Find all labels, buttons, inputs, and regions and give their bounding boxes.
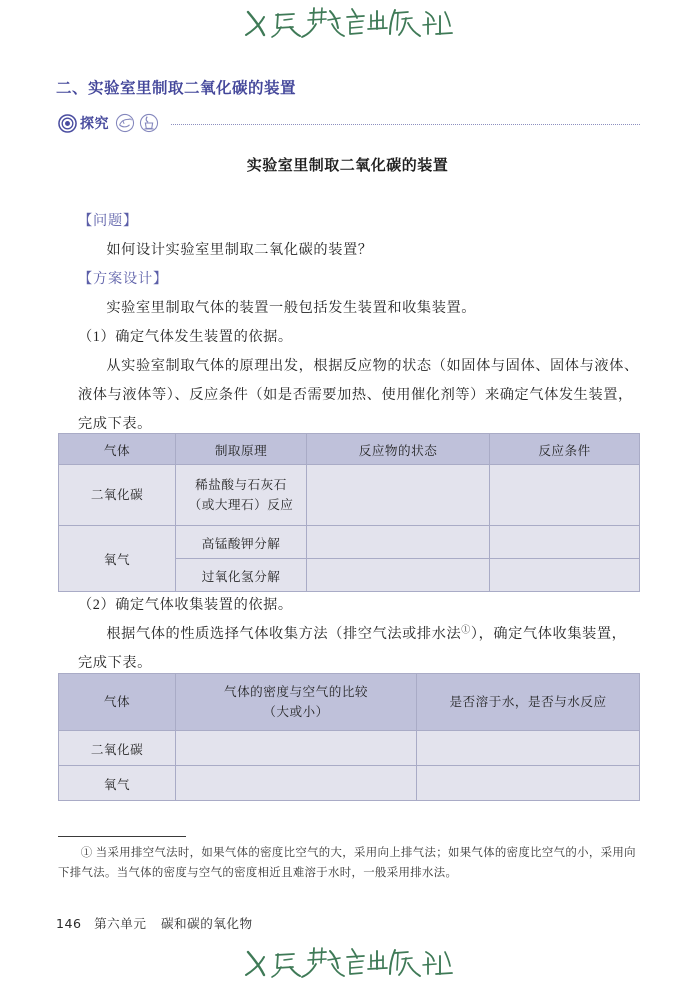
explore-label: 探究 [80,116,109,132]
burner-icon [139,113,159,133]
cell-solubility-o2[interactable] [417,766,640,801]
footnote-reference[interactable]: ① [461,624,471,635]
col-header-state: 反应物的状态 [307,434,490,465]
principle-line-1: 稀盐酸与石灰石 [195,478,287,492]
table-header-row [59,434,640,465]
cell-density-co2[interactable] [176,731,417,766]
cell-principle-co2 [176,465,307,526]
cell-solubility-co2[interactable] [417,731,640,766]
cell-state-kmno4[interactable] [307,526,490,559]
collection-block [78,591,640,678]
cell-state-co2[interactable] [307,465,490,526]
unit-label: 第六单元 [94,916,147,931]
footnote-text: ① 当采用排空气法时，如果气体的密度比空气的大，采用向上排气法；如果气体的密度比空气的小，采用向下排气法。当气体的密度与空气的密度相近且难溶于水时，一般采用排水法。 [58,847,636,879]
principle-line-2: （或大理石）反应 [188,498,294,512]
col-header-solubility: 是否溶于水，是否与水反应 [417,674,640,731]
cell-state-h2o2[interactable] [307,559,490,592]
design-block [78,265,640,439]
footnote-rule [58,836,186,837]
step2-body-part-b: ），确定气体收集装置，完成下表。 [78,626,627,671]
cell-condition-h2o2[interactable] [490,559,640,592]
cell-gas-co2: 二氧化碳 [59,465,176,526]
reaction-principle-table [58,433,640,592]
cell-gas-o2: 氧气 [59,526,176,592]
density-header-line-1: 气体的密度与空气的比较 [223,685,369,699]
design-step2-body [78,620,640,678]
step2-body-part-a: 根据气体的性质选择气体收集方法（排空气法或排水法 [106,626,462,642]
page-footer [56,913,253,932]
flask-icon [115,113,135,133]
cell-condition-kmno4[interactable] [490,526,640,559]
question-tag: 【问题】 [78,213,138,229]
page-number: 146 [56,916,82,931]
cell-gas-co2: 二氧化碳 [59,731,176,766]
table-row [59,526,640,559]
cell-density-o2[interactable] [176,766,417,801]
publisher-calligraphy-icon [240,4,455,42]
design-intro: 实验室里制取气体的装置一般包括发生装置和收集装置。 [106,300,477,316]
publisher-logo-bottom [0,944,695,987]
activity-title: 实验室里制取二氧化碳的装置 [246,156,449,174]
table-row [59,766,640,801]
design-step1-body: 从实验室制取气体的原理出发，根据反应物的状态（如固体与固体、固体与液体、液体与液体等）、反应条件（如是否需要加热、使用催化剂等）来确定气体发生装置，完成下表。 [78,358,639,432]
density-header-line-2: （大或小） [263,705,329,719]
cell-gas-o2: 氧气 [59,766,176,801]
cell-principle-h2o2: 过氧化氢分解 [176,559,307,592]
unit-title: 碳和碳的氧化物 [160,916,253,931]
col-header-density [176,674,417,731]
section-heading: 二、实验室里制取二氧化碳的装置 [56,79,297,97]
col-header-gas: 气体 [59,434,176,465]
target-icon [58,114,77,133]
design-tag: 【方案设计】 [78,271,168,287]
cell-principle-kmno4: 高锰酸钾分解 [176,526,307,559]
col-header-condition: 反应条件 [490,434,640,465]
explore-banner [58,110,640,136]
collection-property-table [58,673,640,801]
design-step2-title: （2）确定气体收集装置的依据。 [78,597,293,613]
publisher-logo-top [0,4,695,47]
col-header-gas: 气体 [59,674,176,731]
table-row [59,731,640,766]
design-step1-title: （1）确定气体发生装置的依据。 [78,329,293,345]
publisher-calligraphy-icon [240,944,455,982]
table-header-row [59,674,640,731]
col-header-principle: 制取原理 [176,434,307,465]
table-row [59,465,640,526]
question-text: 如何设计实验室里制取二氧化碳的装置？ [106,242,373,258]
question-block [78,207,640,265]
cell-condition-co2[interactable] [490,465,640,526]
explore-dotted-rule [171,124,640,126]
